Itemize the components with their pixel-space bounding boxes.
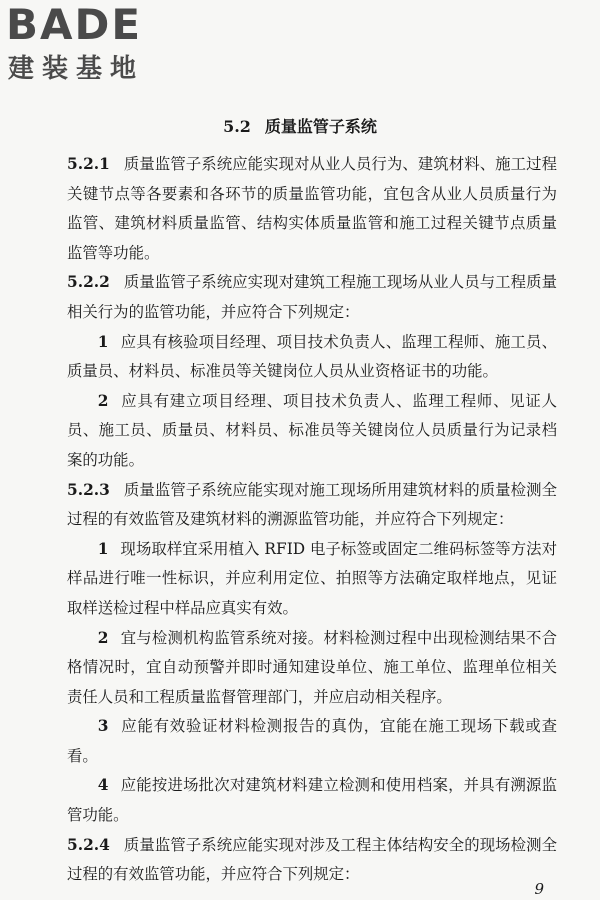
clause-5-2-3: 5.2.3 质量监管子系统应能实现对施工现场所用建筑材料的质量检测全过程的有效监管及建筑材料的溯源监管功能，并应符合下列规定：: [67, 480, 557, 529]
document-body: [67, 150, 557, 890]
clause-5-2-3-item-1: 1 现场取样宜采用植入 RFID 电子标签或固定二维码标签等方法对样品进行唯一性标识，并应利用定位、拍照等方法确定取样地点，见证取样送检过程中样品应真实有效。: [67, 539, 557, 617]
clause-5-2-1: 5.2.1 质量监管子系统应能实现对从业人员行为、建筑材料、施工过程关键节点等各要素和各环节的质量监管功能，宜包含从业人员质量行为监管、建筑材料质量监管、结构实体质量监管和施工过程关键节点质量监管等功能。: [67, 155, 557, 262]
clause-5-2-2-item-1: 1 应具有核验项目经理、项目技术负责人、监理工程师、施工员、质量员、材料员、标准员等关键岗位人员从业资格证书的功能。: [67, 332, 557, 381]
clause-5-2-4: 5.2.4 质量监管子系统应能实现对涉及工程主体结构安全的现场检测全过程的有效监管功能，并应符合下列规定：: [67, 835, 557, 884]
clause-5-2-2-item-2: 2 应具有建立项目经理、项目技术负责人、监理工程师、见证人员、施工员、质量员、材料员、标准员等关键岗位人员质量行为记录档案的功能。: [67, 391, 557, 469]
clause-5-2-3-item-2: 2 宜与检测机构监管系统对接。材料检测过程中出现检测结果不合格情况时，宜自动预警并即时通知建设单位、施工单位、监理单位相关责任人员和工程质量监督管理部门，并应启动相关程序。: [67, 628, 557, 706]
section-number: 5.2: [223, 117, 251, 136]
clause-5-2-3-item-4: 4 应能按进场批次对建筑材料建立检测和使用档案，并具有溯源监管功能。: [67, 776, 557, 825]
clause-5-2-3-item-3: 3 应能有效验证材料检测报告的真伪，宜能在施工现场下载或查看。: [67, 717, 557, 765]
clause-5-2-2: 5.2.2 质量监管子系统应实现对建筑工程施工现场从业人员与工程质量相关行为的监管功能，并应符合下列规定：: [67, 273, 557, 321]
logo-wordmark: BADE: [6, 0, 143, 49]
section-heading: [0, 116, 600, 138]
page-number: 9: [534, 880, 544, 898]
bade-logo: [6, 0, 176, 88]
section-title-text: 质量监管子系统: [264, 117, 377, 136]
logo-subtitle: 建装基地: [8, 54, 145, 84]
